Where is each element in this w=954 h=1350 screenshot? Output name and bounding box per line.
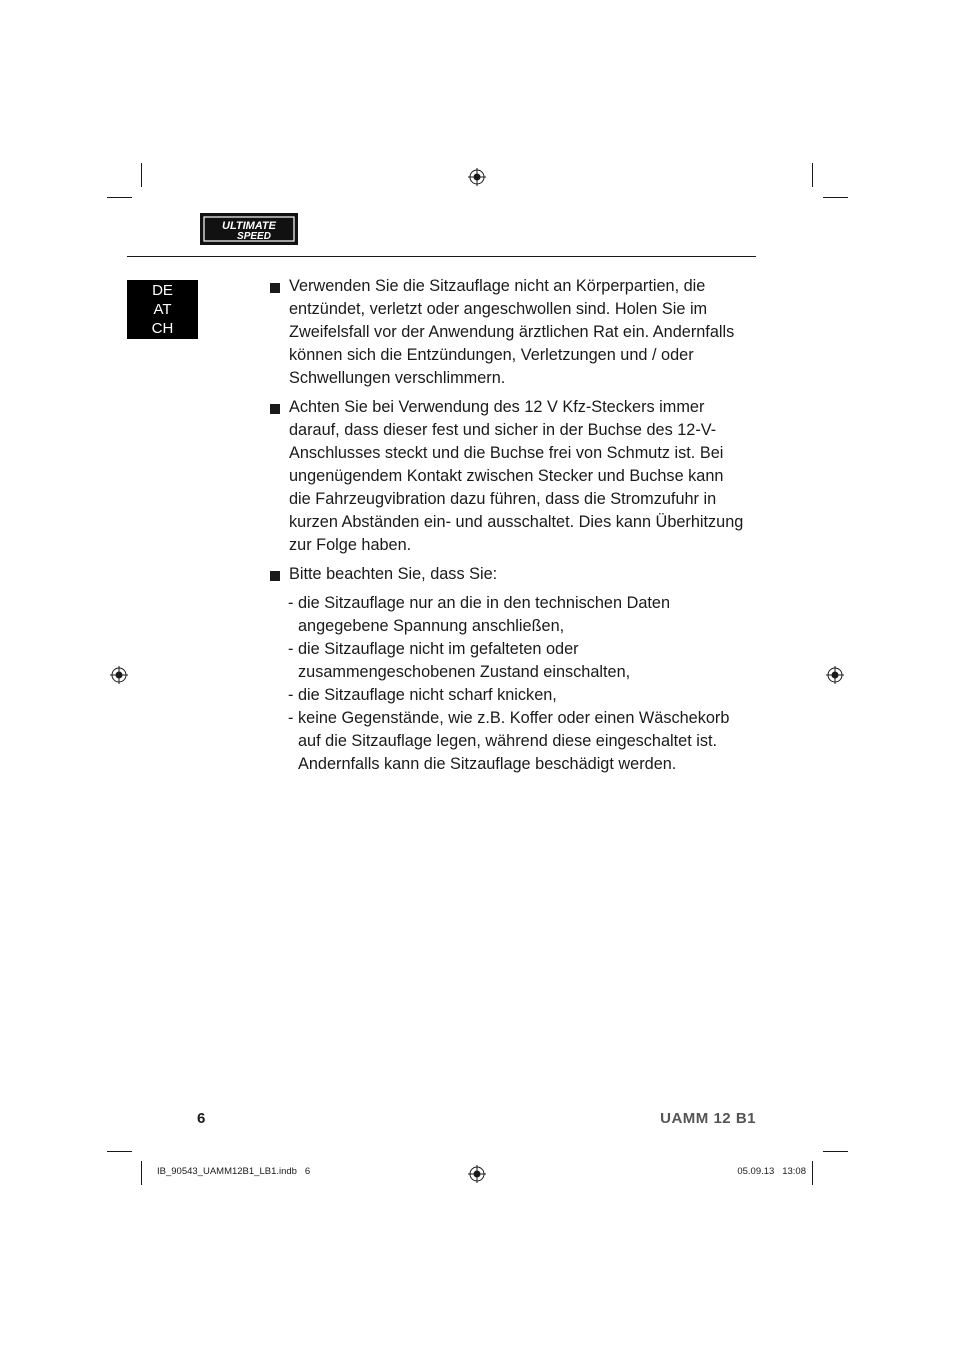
crop-mark-bottom-left-v	[141, 1161, 142, 1185]
lang-de: DE	[152, 282, 173, 299]
print-slug-date: 05.09.13 13:08	[737, 1166, 806, 1177]
crop-mark-bottom-left-h	[107, 1151, 132, 1152]
crop-mark-top-left-h	[107, 197, 132, 198]
sub-item-text: keine Gegenstände, wie z.B. Koffer oder einen Wäschekorb auf die Sitzauflage legen, während diese eingeschaltet ist. Andernfalls kann die Sitzauflage beschädigt werden.	[298, 709, 730, 773]
list-item	[270, 563, 745, 586]
registration-mark-icon	[826, 666, 844, 684]
sub-list-item: - keine Gegenstände, wie z.B. Koffer oder einen Wäschekorb auf die Sitzauflage legen, während diese eingeschaltet ist. Andernfalls kann die Sitzauflage beschädigt werden.	[288, 709, 730, 773]
registration-mark-icon	[468, 1165, 486, 1183]
sub-item-text: die Sitzauflage nicht im gefalteten oder zusammengeschobenen Zustand einschalten,	[298, 640, 631, 681]
item-text: Achten Sie bei Verwendung des 12 V Kfz-Steckers immer darauf, dass dieser fest und sicher in der Buchse des 12-V-Anschlusses steckt und die Buchse frei von Schmutz ist. Bei ungenügendem Kontakt zwischen Stecker und Buchse kann die Fahrzeugvibration dazu führen, dass die Stromzufuhr in kurzen Abständen ein- und ausschaltet. Dies kann Überhitzung zur Folge haben.	[289, 398, 744, 554]
lang-ch: CH	[151, 320, 174, 337]
crop-mark-top-right-h	[823, 197, 848, 198]
ultimate-speed-logo	[200, 213, 298, 245]
item-text: Verwenden Sie die Sitzauflage nicht an Körperpartien, die entzündet, verletzt oder angeschwollen sind. Holen Sie im Zweifelsfall vor der Anwendung ärztlichen Rat ein. Andernfalls können sich die Entzündungen, Verletzungen und / oder Schwellungen verschlimmern.	[289, 277, 735, 387]
page-number: 6	[197, 1110, 206, 1127]
logo-line1: ULTIMATE	[222, 220, 276, 232]
sub-list	[270, 592, 745, 776]
crop-mark-bottom-right-v	[812, 1161, 813, 1185]
registration-mark-icon	[468, 168, 486, 186]
list-item	[270, 275, 745, 390]
registration-mark-icon	[110, 666, 128, 684]
crop-mark-top-left-v	[141, 163, 142, 187]
crop-mark-bottom-right-h	[823, 1151, 848, 1152]
header-rule	[127, 256, 756, 257]
sub-item-text: die Sitzauflage nur an die in den technischen Daten angegebene Spannung anschließen,	[298, 594, 671, 635]
square-bullet-icon	[270, 571, 280, 581]
print-slug-file: IB_90543_UAMM12B1_LB1.indb 6	[157, 1166, 311, 1177]
square-bullet-icon	[270, 283, 280, 293]
sub-list-item: - die Sitzauflage nicht im gefalteten oder zusammengeschobenen Zustand einschalten,	[288, 640, 631, 681]
list-item	[270, 396, 745, 557]
model-number: UAMM 12 B1	[660, 1110, 756, 1127]
crop-mark-top-right-v	[812, 163, 813, 187]
item-text: Bitte beachten Sie, dass Sie:	[289, 565, 498, 583]
square-bullet-icon	[270, 404, 280, 414]
language-tab	[127, 280, 198, 339]
safety-instructions	[270, 275, 745, 776]
lang-at: AT	[153, 301, 172, 318]
logo-line2: SPEED	[237, 231, 271, 242]
sub-list-item: - die Sitzauflage nicht scharf knicken,	[288, 686, 557, 704]
sub-item-text: die Sitzauflage nicht scharf knicken,	[298, 686, 557, 704]
sub-list-item: - die Sitzauflage nur an die in den technischen Daten angegebene Spannung anschließen,	[288, 594, 671, 635]
